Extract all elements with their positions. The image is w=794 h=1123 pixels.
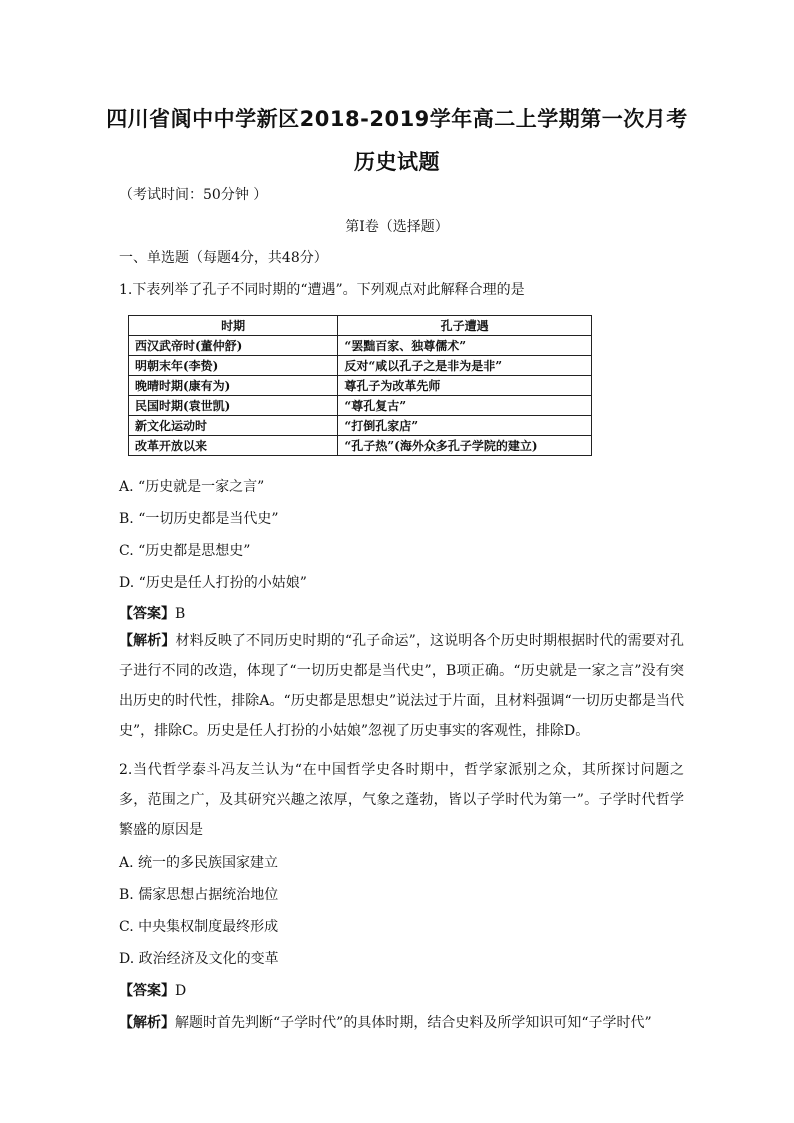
analysis-text: 材料反映了不同历史时期的“孔子命运”，这说明各个历史时期根据时代的需要对孔子进行不同的改造，体现了“一切历史都是当代史”，B项正确。“历史就是一家之言”没有突出历史的时代性，排除A。“历史都是思想史”说法过于片面，且材料强调“一切历史都是当代史”，排除C。历史是任人打扮的小姑娘”忽视了历史事实的客观性，排除D。 [119, 633, 684, 739]
q2-option-c: C. 中央集权制度最终形成 [119, 919, 279, 935]
table-cell: “打倒孔家店” [338, 416, 592, 436]
volume-heading: 第I卷（选择题） [345, 219, 449, 235]
q1-answer [119, 604, 684, 624]
table-cell: 晚晴时期(康有为) [129, 376, 338, 396]
q2-option-d: D. 政治经济及文化的变革 [119, 951, 279, 967]
table-row [129, 356, 592, 376]
table-header-row [129, 316, 592, 336]
section-heading: 一、单选题（每题4分，共48分） [119, 250, 328, 266]
q1-option-d: D. “历史是任人打扮的小姑娘” [119, 575, 307, 591]
q1-analysis [119, 626, 684, 746]
table-cell: 新文化运动时 [129, 416, 338, 436]
answer-value: D [175, 983, 187, 999]
exam-title: 四川省阆中中学新区2018-2019学年高二上学期第一次月考 [106, 107, 688, 131]
q1-option-b: B. “一切历史都是当代史” [119, 511, 279, 527]
exam-time: （考试时间：50分钟 ） [119, 187, 268, 203]
table-row [129, 376, 592, 396]
table-cell: 民国时期(袁世凯) [129, 396, 338, 416]
q2-analysis [119, 1013, 684, 1033]
q2-stem: 2.当代哲学泰斗冯友兰认为“在中国哲学史各时期中，哲学家派别之众，其所探讨问题之多，范围之广，及其研究兴趣之浓厚，气象之蓬勃，皆以子学时代为第一”。子学时代哲学繁盛的原因是 [119, 762, 684, 838]
answer-value: B [175, 606, 186, 622]
table-row [129, 336, 592, 356]
q2-option-b: B. 儒家思想占据统治地位 [119, 887, 279, 903]
table-cell: 西汉武帝时(董仲舒) [129, 336, 338, 356]
table-cell: 明朝末年(李贽) [129, 356, 338, 376]
analysis-text: 解题时首先判断“子学时代”的具体时期，结合史料及所学知识可知“子学时代” [175, 1015, 652, 1031]
q1-option-a: A. “历史就是一家之言” [119, 479, 265, 495]
q1-option-c: C. “历史都是思想史” [119, 543, 251, 559]
table-header-cell: 时期 [129, 316, 338, 336]
table-cell: 改革开放以来 [129, 436, 338, 456]
analysis-label: 【解析】 [119, 633, 176, 649]
q2-option-a: A. 统一的多民族国家建立 [119, 855, 279, 871]
table-cell: 尊孔子为改革先师 [338, 376, 592, 396]
table-row [129, 436, 592, 456]
q1-table [128, 315, 592, 456]
q1-stem: 1.下表列举了孔子不同时期的“遭遇”。下列观点对此解释合理的是 [119, 282, 525, 298]
table-header-cell: 孔子遭遇 [338, 316, 592, 336]
exam-subtitle: 历史试题 [354, 150, 440, 174]
table-cell: “孔子热”(海外众多孔子学院的建立) [338, 436, 592, 456]
answer-label: 【答案】 [119, 983, 175, 999]
table-cell: “尊孔复古” [338, 396, 592, 416]
answer-label: 【答案】 [119, 606, 175, 622]
analysis-label: 【解析】 [119, 1015, 175, 1031]
table-cell: “罢黜百家、独尊儒术” [338, 336, 592, 356]
q2-answer [119, 981, 684, 1001]
table-cell: 反对“咸以孔子之是非为是非” [338, 356, 592, 376]
table-row [129, 416, 592, 436]
table-row [129, 396, 592, 416]
